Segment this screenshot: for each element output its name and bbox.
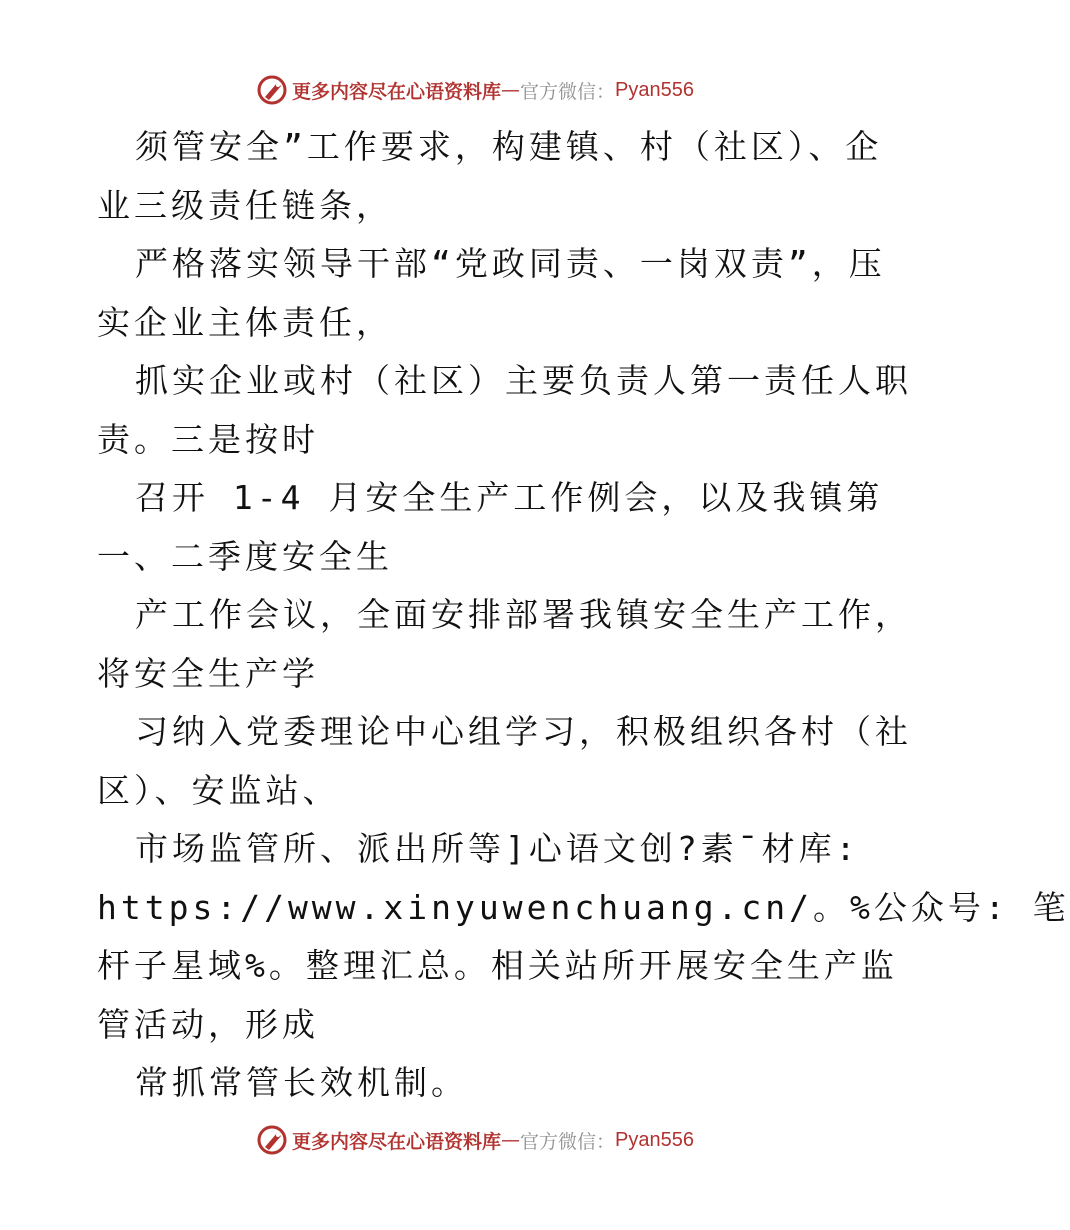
body-line: 区）、安监站、 [97, 770, 340, 810]
body-line: 抓实企业或村（社区）主要负责人第一责任人职 [135, 361, 912, 400]
body-line: 管活动，形成 [97, 1004, 319, 1044]
watermark-wechat-id: Pyan556 [615, 1128, 694, 1151]
body-line: 须管安全”工作要求，构建镇、村（社区）、企 [135, 127, 883, 166]
pen-logo-icon [256, 74, 288, 106]
header-watermark [0, 70, 950, 110]
body-line: https://www.xinyuwenchuang.cn/。%公众号: 笔 [97, 887, 1070, 927]
watermark-sub-text: 官方微信： [520, 1130, 616, 1153]
watermark-sub-text: 官方微信： [520, 80, 616, 103]
watermark-main-text: 更多内容尽在心语资料库 [292, 80, 502, 103]
body-line: 将安全生产学 [97, 653, 319, 693]
body-line: 业三级责任链条， [97, 185, 393, 225]
body-line: 实企业主体责任， [97, 302, 393, 342]
body-line: 一、二季度安全生 [97, 536, 393, 576]
pen-logo-icon [256, 1124, 288, 1156]
body-line: 严格落实领导干部“党政同责、一岗双责”，压 [135, 244, 886, 283]
body-line: 责。三是按时 [97, 419, 319, 459]
body-line: 市场监管所、派出所等]心语文创?素¯材库: [135, 829, 860, 868]
watermark-dash: — [501, 1129, 521, 1151]
footer-watermark [0, 1120, 950, 1160]
body-line: 常抓常管长效机制。 [135, 1063, 468, 1102]
body-line: 杆子星域%。整理汇总。相关站所开展安全生产监 [97, 946, 898, 985]
body-line: 习纳入党委理论中心组学习，积极组织各村（社 [135, 712, 912, 751]
watermark-wechat-id: Pyan556 [615, 78, 694, 101]
watermark-main-text: 更多内容尽在心语资料库 [292, 1130, 502, 1153]
document-body [97, 118, 1070, 1113]
body-line: 召开 1-4 月安全生产工作例会，以及我镇第 [135, 478, 884, 517]
watermark-dash: — [501, 79, 521, 101]
body-line: 产工作会议，全面安排部署我镇安全生产工作， [135, 595, 912, 634]
